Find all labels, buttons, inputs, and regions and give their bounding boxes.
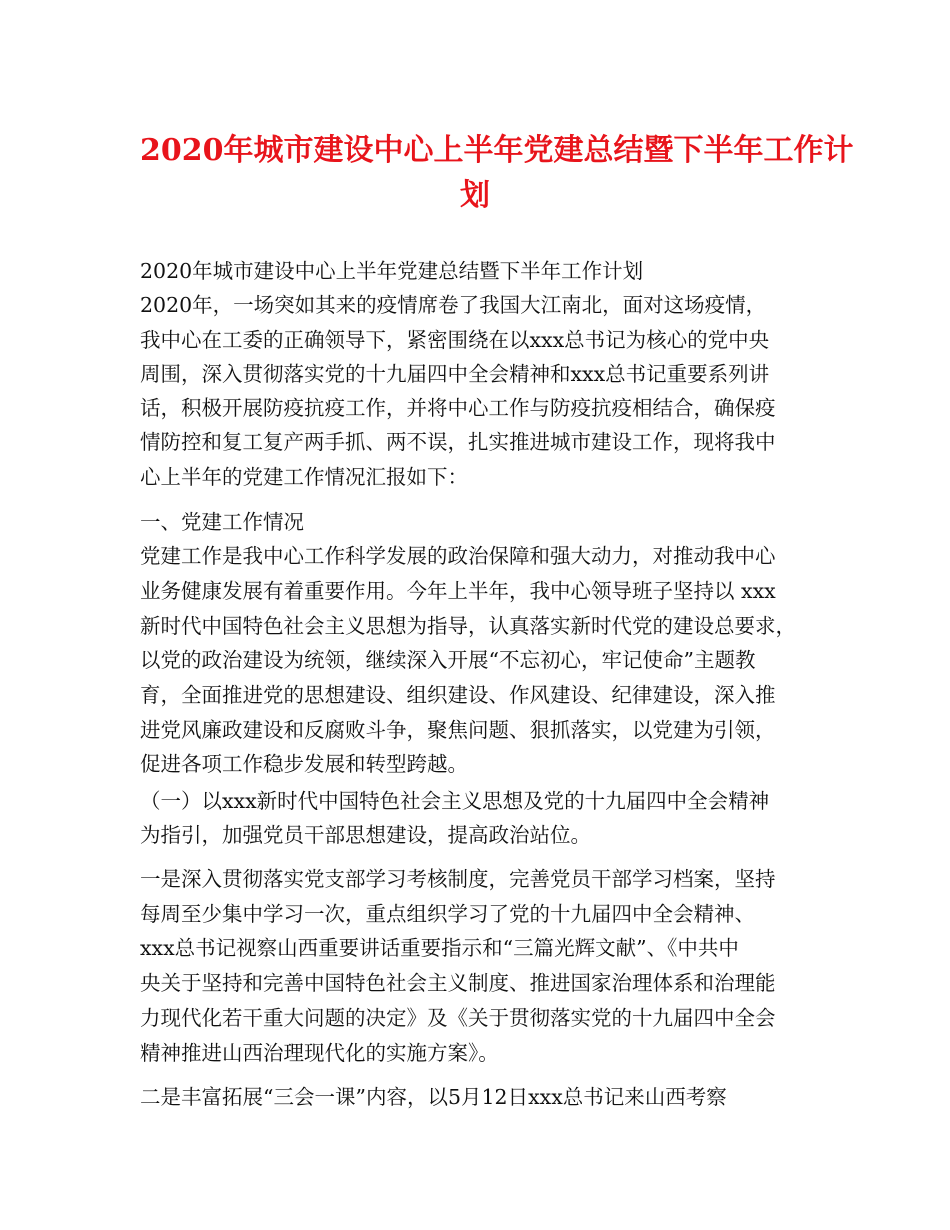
body-line: 我中心在工委的正确领导下，紧密围绕在以xxx总书记为核心的党中央 — [140, 328, 770, 352]
body-line: 促进各项工作稳步发展和转型跨越。 — [140, 752, 468, 776]
body-line: xxx总书记视察山西重要讲话重要指示和“三篇光辉文献”、《中共中 — [140, 936, 739, 960]
body-line: 党建工作是我中心工作科学发展的政治保障和强大动力，对推动我中心 — [140, 544, 776, 568]
body-line: 二是丰富拓展“三会一课”内容，以5月12日xxx总书记来山西考察 — [140, 1085, 727, 1109]
body-line: 周围，深入贯彻落实党的十九届四中全会精神和xxx总书记重要系列讲 — [140, 362, 770, 386]
body-line: 情防控和复工复产两手抓、两不误，扎实推进城市建设工作，现将我中 — [140, 430, 776, 454]
body-line: 新时代中国特色社会主义思想为指导，认真落实新时代党的建设总要求， — [140, 614, 796, 638]
body-line: 进党风廉政建设和反腐败斗争，聚焦问题、狠抓落实，以党建为引领， — [140, 718, 776, 742]
section-heading: 一、党建工作情况 — [140, 510, 304, 534]
body-line: 话，积极开展防疫抗疫工作，并将中心工作与防疫抗疫相结合，确保疫 — [140, 396, 776, 420]
body-line: 每周至少集中学习一次，重点组织学习了党的十九届四中全会精神、 — [140, 902, 755, 926]
body-line: 心上半年的党建工作情况汇报如下： — [140, 465, 468, 489]
body-line: 以党的政治建设为统领，继续深入开展“不忘初心，牢记使命”主题教 — [140, 648, 756, 672]
body-line: 精神推进山西治理现代化的实施方案》。 — [140, 1041, 499, 1065]
subsection-heading-cont: 为指引，加强党员干部思想建设，提高政治站位。 — [140, 823, 591, 847]
body-line: 力现代化若干重大问题的决定》及《关于贯彻落实党的十九届四中全会 — [140, 1006, 776, 1030]
body-line: 2020年城市建设中心上半年党建总结暨下半年工作计划 — [140, 259, 644, 283]
body-line: 2020年，一场突如其来的疫情席卷了我国大江南北，面对这场疫情， — [140, 293, 767, 317]
body-line: 央关于坚持和完善中国特色社会主义制度、推进国家治理体系和治理能 — [140, 971, 776, 995]
body-line: 一是深入贯彻落实党支部学习考核制度，完善党员干部学习档案，坚持 — [140, 867, 776, 891]
document-title-line-2: 划 — [460, 178, 490, 213]
body-line: 业务健康发展有着重要作用。今年上半年，我中心领导班子坚持以 xxx — [140, 579, 776, 603]
body-line: 育，全面推进党的思想建设、组织建设、作风建设、纪律建设，深入推 — [140, 683, 776, 707]
subsection-heading: （一）以xxx新时代中国特色社会主义思想及党的十九届四中全会精神 — [140, 789, 770, 813]
document-title-line-1: 2020年城市建设中心上半年党建总结暨下半年工作计 — [140, 133, 854, 168]
